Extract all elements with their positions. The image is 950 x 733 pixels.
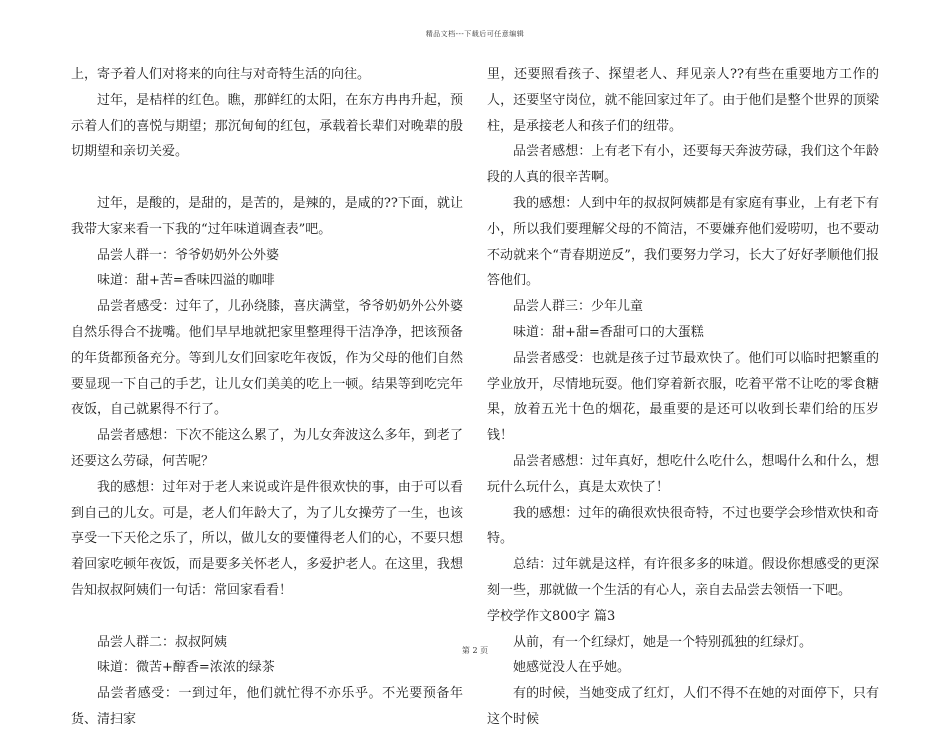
- group-heading: 品尝人群一：爷爷奶奶外公外婆: [97, 247, 280, 263]
- taste-line: 味道：甜+甜=香甜可口的大蛋糕: [513, 324, 704, 340]
- paragraph: 我的感想：人到中年的叔叔阿姨都是有家庭有事业，上有老下有小，所以我们要理解父母的不简洁，不要嫌弃他们爱唠叨，也不要动不动就来个“青春期逆反”，我们要努力学习，长大了好好孝顺他们报答他们。: [487, 195, 879, 289]
- page-header: 精品文档---下载后可任意编辑: [425, 30, 525, 38]
- paragraph: 品尝者感想：上有老下有小，还要每天奔波劳碌，我们这个年龄段的人真的很辛苦啊。: [487, 144, 879, 186]
- paragraph: 过年，是桔样的红色。瞧，那鲜红的太阳，在东方冉冉升起，预示着人们的喜悦与期望；那沉甸甸的红包，承载着长辈们对晚辈的殷切期望和亲切关爱。: [71, 92, 463, 160]
- paragraph: 里，还要照看孩子、探望老人、拜见亲人??有些在重要地方工作的人，还要坚守岗位，就不能回家过年了。由于他们是整个世界的顶梁柱，是承接老人和孩子们的纽带。: [487, 67, 879, 134]
- paragraph-gap: [71, 604, 463, 630]
- paragraph: 有的时候，当她变成了红灯，人们不得不在她的对面停下，只有这个时候: [487, 686, 879, 727]
- taste-line: 味道：微苦+醇香=浓浓的绿茶: [97, 660, 275, 676]
- paragraph: 我的感想：过年对于老人来说或许是件很欢快的事，由于可以看到自己的儿女。可是，老人们年龄大了，为了儿女操劳了一生，也该享受一下天伦之乐了，所以，做儿女的要懂得老人们的心，不要只想着回家吃顿年夜饭，而是要多关怀老人，多爱护老人。在这里，我想告知叔叔阿姨们一句话：常回家看看！: [71, 479, 463, 598]
- article-title: 学校学作文800字 篇3: [487, 608, 616, 624]
- left-column: [71, 62, 463, 733]
- group-heading: 品尝人群三：少年儿童: [513, 299, 644, 315]
- paragraph: 从前，有一个红绿灯，她是一个特别孤独的红绿灯。: [513, 634, 813, 650]
- paragraph: 品尝者感受：一到过年，他们就忙得不亦乐乎。不光要预备年货、清扫家: [71, 686, 463, 727]
- paragraph-gap: [71, 165, 463, 191]
- paragraph: 过年，是酸的，是甜的，是苦的，是辣的，是咸的??下面，就让我带大家来看一下我的“过年味道调查表”吧。: [71, 195, 463, 237]
- right-column: [487, 62, 879, 733]
- paragraph: 她感觉没人在乎她。: [513, 660, 631, 676]
- page-number: 第 2 页: [461, 646, 489, 655]
- paragraph: 品尝者感想：过年真好，想吃什么吃什么，想喝什么和什么，想玩什么玩什么，真是太欢快了！: [487, 453, 879, 495]
- group-heading: 品尝人群二：叔叔阿姨: [97, 634, 228, 650]
- paragraph: 品尝者感受：也就是孩子过节最欢快了。他们可以临时把繁重的学业放开，尽情地玩耍。他们穿着新衣服，吃着平常不让吃的零食糖果，放着五光十色的烟花，最重要的是还可以收到长辈们给的压岁钱！: [487, 350, 879, 444]
- paragraph: 总结：过年就是这样，有许很多多的味道。假设你想感受的更深刻一些，那就做一个生活的有心人，亲自去品尝去领悟一下吧。: [487, 557, 879, 598]
- paragraph: 品尝者感受：过年了，儿孙绕膝，喜庆满堂，爷爷奶奶外公外婆自然乐得合不拢嘴。他们早早地就把家里整理得干洁净净，把该预备的年货都预备充分。等到儿女们回家吃年夜饭，作为父母的他们自然要显现一下自己的手艺，让儿女们美美的吃上一顿。结果等到吃完年夜饭，自己就累得不行了。: [71, 299, 463, 418]
- paragraph: 我的感想：过年的确很欢快很奇特，不过也要学会珍惜欢快和奇特。: [487, 505, 879, 547]
- taste-line: 味道：甜+苦=香味四溢的咖啡: [97, 273, 275, 289]
- paragraph: 上，寄予着人们对将来的向往与对奇特生活的向往。: [71, 67, 371, 82]
- paragraph: 品尝者感想：下次不能这么累了，为儿女奔波这么多年，到老了还要这么劳碌，何苦呢？: [71, 428, 463, 469]
